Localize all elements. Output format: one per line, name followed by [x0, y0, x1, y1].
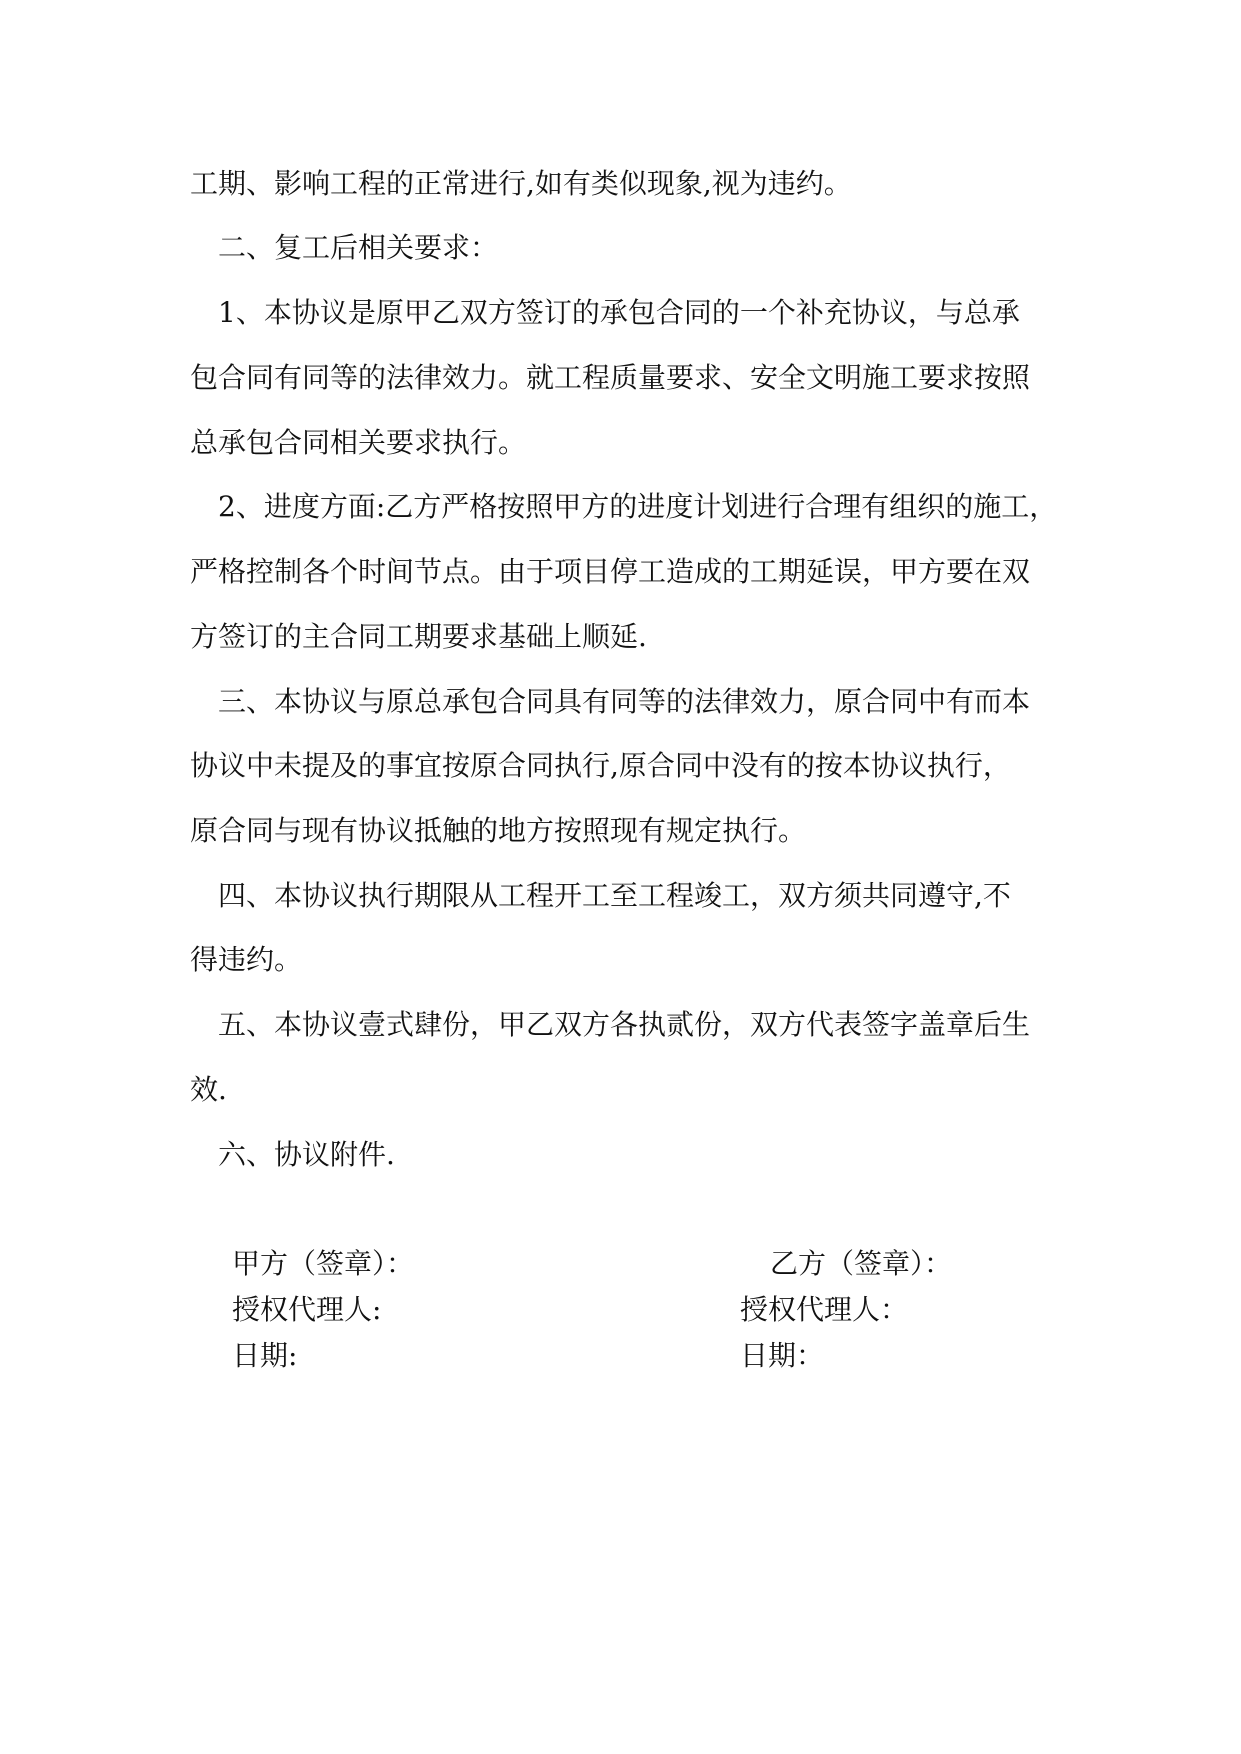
paragraph-line: 方签订的主合同工期要求基础上顺延. [190, 620, 647, 653]
party-b-seal-label: 乙方（签章）： [770, 1247, 953, 1280]
paragraph-line: 原合同与现有协议抵触的地方按照现有规定执行。 [190, 814, 807, 847]
party-a-date-label: 日期: [232, 1339, 298, 1372]
paragraph-line: 六、协议附件. [218, 1138, 395, 1171]
paragraph-line: 三、本协议与原总承包合同具有同等的法律效力，原合同中有而本 [218, 685, 1031, 718]
paragraph-line: 1、本协议是原甲乙双方签订的承包合同的一个补充协议，与总承 [218, 296, 1020, 329]
paragraph-line: 协议中未提及的事宜按原合同执行,原合同中没有的按本协议执行， [190, 749, 1011, 782]
paragraph-line: 四、本协议执行期限从工程开工至工程竣工，双方须共同遵守,不 [218, 879, 1011, 912]
paragraph-line: 严格控制各个时间节点。由于项目停工造成的工期延误，甲方要在双 [190, 555, 1031, 588]
party-a-seal-label: 甲方（签章）： [232, 1247, 415, 1280]
section-heading: 二、复工后相关要求： [218, 231, 499, 264]
paragraph-line: 包合同有同等的法律效力。就工程质量要求、安全文明施工要求按照 [190, 361, 1031, 394]
paragraph-line: 效. [190, 1073, 227, 1106]
party-b-agent-label: 授权代理人： [740, 1293, 909, 1326]
paragraph-line: 工期、影响工程的正常进行,如有类似现象,视为违约。 [190, 167, 852, 200]
paragraph-line: 总承包合同相关要求执行。 [190, 426, 527, 459]
party-a-agent-label: 授权代理人: [232, 1293, 382, 1326]
paragraph-line: 2、进度方面:乙方严格按照甲方的进度计划进行合理有组织的施工， [218, 490, 1058, 523]
paragraph-line: 五、本协议壹式肆份，甲乙双方各执贰份，双方代表签字盖章后生 [218, 1008, 1031, 1041]
party-b-date-label: 日期： [740, 1339, 825, 1372]
paragraph-line: 得违约。 [190, 943, 303, 976]
